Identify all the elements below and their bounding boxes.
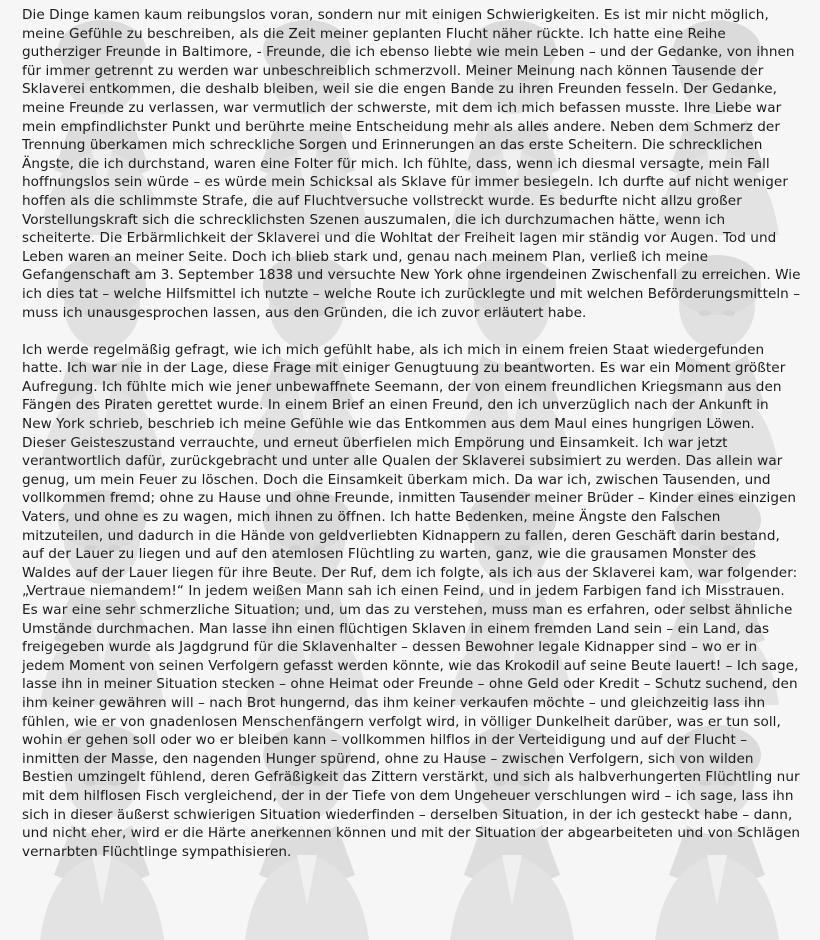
document-body <box>22 6 802 880</box>
paragraph-1: Die Dinge kamen kaum reibungslos voran, sondern nur mit einigen Schwierigkeiten. Es ist mir nicht möglich, meine Gefühle zu beschreiben, als die Zeit meiner geplanten Flucht näher rückte. Ich hatte eine Reihe gutherziger Freunde in Baltimore, - Freunde, die ich ebenso liebte wie mein Leben – und der Gedanke, von ihnen für immer getrennt zu werden war unbeschreiblich schmerzvoll. Meiner Meinung nach können Tausende der Sklaverei entkommen, die deshalb bleiben, weil sie die engen Bande zu ihren Freunden fesseln. Der Gedanke, meine Freunde zu verlassen, war vermutlich der schwerste, mit dem ich mich befassen musste. Ihre Liebe war mein empfindlichster Punkt und berührte meine Entscheidung mehr als alles andere. Neben dem Schmerz der Trennung überkamen mich schreckliche Sorgen und Erinnerungen an das erste Scheitern. Die schrecklichen Ängste, die ich durchstand, waren eine Folter für mich. Ich fühlte, dass, wenn ich diesmal versagte, mein Fall hoffnungslos sein würde – es würde mein Schicksal als Sklave für immer besiegeln. Ich durfte auf nicht weniger hoffen als die schlimmste Strafe, die auf Fluchtversuche vollstreckt wurde. Es bedurfte nicht allzu großer Vorstellungskraft sich die schrecklichsten Szenen auszumalen, die ich durchzumachen hätte, wenn ich scheiterte. Die Erbärmlichkeit der Sklaverei und die Wohltat der Freiheit lagen mir ständig vor Augen. Tod und Leben waren an meiner Seite. Doch ich blieb stark und, genau nach meinem Plan, verließ ich meine Gefangenschaft am 3. September 1838 und versuchte New York ohne irgendeinen Zwischenfall zu erreichen. Wie ich dies tat – welche Hilfsmittel ich nutzte – welche Route ich zurücklegte und mit welchen Beförderungsmitteln – muss ich unausgesprochen lassen, aus den Gründen, die ich zuvor erläutert habe. <box>22 7 801 321</box>
paragraph-2: Ich werde regelmäßig gefragt, wie ich mich gefühlt habe, als ich mich in einem freien Staat wiedergefunden hatte. Ich war nie in der Lage, diese Frage mit einiger Genugtuung zu beantworten. Es war ein Moment größter Aufregung. Ich fühlte mich wie jener unbewaffnete Seemann, der von einem freundlichen Kriegsmann aus den Fängen des Piraten gerettet wurde. In einem Brief an einen Freund, den ich unverzüglich nach der Ankunft in New York schrieb, beschrieb ich meine Gefühle wie das Entkommen aus dem Maul eines hungrigen Löwen. Dieser Geisteszustand verrauchte, und erneut überfielen mich Empörung und Einsamkeit. Ich war jetzt verantwortlich dafür, zurückgebracht und unter alle Qualen der Sklaverei subsimiert zu werden. Das allein war genug, um mein Feuer zu löschen. Doch die Einsamkeit überkam mich. Da war ich, zwischen Tausenden, und vollkommen fremd; ohne zu Hause und ohne Freunde, inmitten Tausender meiner Brüder – Kinder eines einzigen Vaters, und ohne es zu wagen, mich ihnen zu öffnen. Ich hatte Bedenken, meine Ängste den Falschen mitzuteilen, und dadurch in die Hände von geldverliebten Kidnappern zu fallen, deren Geschäft darin bestand, auf der Lauer zu liegen und auf den atemlosen Flüchtling zu warten, ganz, wie die grausamen Monster des Waldes auf der Lauer liegen für ihre Beute. Der Ruf, dem ich folgte, als ich aus der Sklaverei kam, war folgender: „Vertraue niemandem!“ In jedem weißen Mann sah ich einen Feind, und in jedem Farbigen fand ich Misstrauen. Es war eine sehr schmerzliche Situation; und, um das zu verstehen, muss man es erfahren, oder selbst ähnliche Umstände durchmachen. Man lasse ihn einen flüchtigen Sklaven in einem fremden Land sein – ein Land, das freigegeben wurde als Jagdgrund für die Sklavenhalter – dessen Bewohner legale Kidnapper sind – wo er in jedem Moment von seinen Verfolgern gefasst werden könnte, wie das Krokodil auf seine Beute lauert! – Ich sage, lasse ihn in meiner Situation stecken – ohne Heimat oder Freunde – ohne Geld oder Kredit – Schutz suchend, den ihm keiner gewähren will – nach Brot hungernd, das ihm keiner verkaufen möchte – und gleichzeitig lass ihn fühlen, wie er von gnadenlosen Menschenfängern verfolgt wird, in völliger Dunkelheit darüber, was er tun soll, wohin er gehen soll oder wo er bleiben kann – vollkommen hilflos in der Verteidigung und auf der Flucht – inmitten der Masse, den nagenden Hunger spürend, ohne zu Hause – zwischen Verfolgern, sich von wilden Bestien umzingelt fühlend, deren Gefräßigkeit das Zittern verstärkt, und sich als halbverhungerten Flüchtling nur mit dem hilflosen Fisch vergleichend, der in der Tiefe von dem Ungeheuer verschlungen wird – ich sage, lass ihn sich in dieser äußerst schwierigen Situation wiederfinden – derselben Situation, in der ich gesteckt habe – dann, und nicht eher, wird er die Härte anerkennen können und mit der Situation der abgearbeiteten und von Schlägen vernarbten Flüchtlinge sympathisieren. <box>22 341 801 860</box>
